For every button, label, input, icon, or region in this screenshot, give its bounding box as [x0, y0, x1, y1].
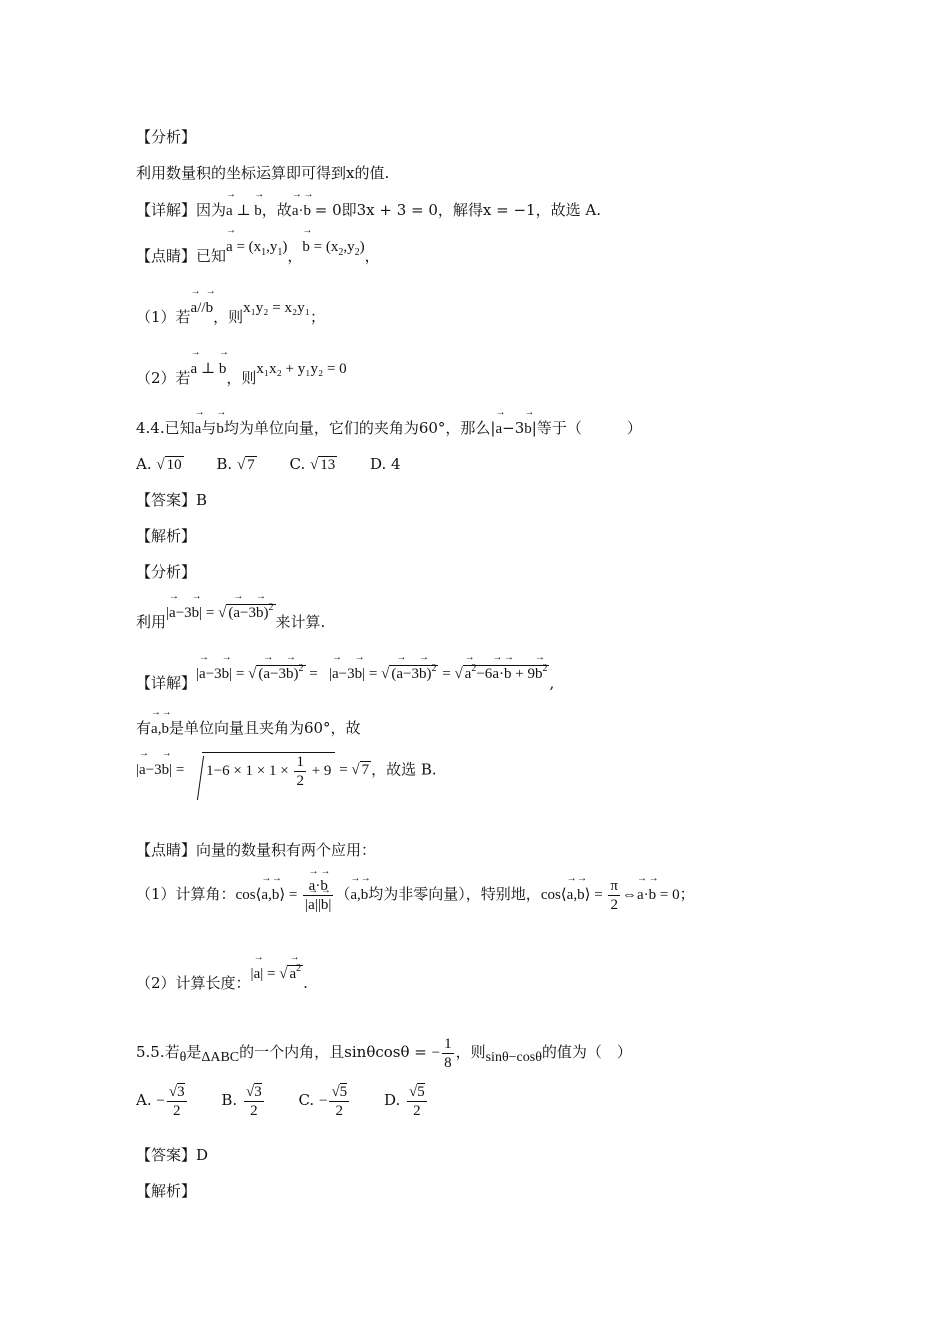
hint-case-2: （2）若→ a ⊥ → b，则x₁x₂ + y₁y₂ = 0 — [136, 367, 347, 390]
hint-4-case-2: （2）计算长度：|→ a| = √→ $a^2$. — [136, 968, 308, 995]
question-4-options: A. √ 10 B. √ 7 C. √ 13 D. 4 — [136, 455, 401, 473]
unit-vector-line: 有→ a,→ b是单位向量且夹角为60°，故 — [136, 717, 361, 740]
question-5-options: A. − $\frac{√3}{2}$ B. $\frac{√3}{2}$ C. − $\frac{√5}{2}$ D. $\frac{√5}{2}$ — [136, 1084, 425, 1119]
explanation-5-label: 【解析】 — [136, 1182, 197, 1200]
calc-line: |→ a−3→ b| = 1−6 × 1 × 1 × $\frac{1}{2}$ + 9 = √ 7 ，故选 B. — [136, 752, 437, 790]
explanation-4-label: 【解析】 — [136, 527, 197, 545]
hint-line: 【点睛】已知→ $a = (x_1,y_1)$，→ $b = (x_2,y_2)$， — [136, 245, 380, 274]
question-5: 5.5.若θ是ΔABC的一个内角，且sinθcosθ = − $\frac{1}{8}$ ，则sinθ−cosθ的值为（ ） — [136, 1036, 632, 1071]
analysis-4-label: 【分析】 — [136, 563, 197, 581]
hint-4-case-1: （1）计算角：cos⟨→ a,→ b⟩ = → $\frac{a\cdot\to b}{|\to a||\to b|}$ （→ a,→ b均为非零向量），特别地，cos⟨→ a,→ b⟩ = $\frac{\pi}{2}$ ⇔→ a·→ b = 0； — [136, 877, 695, 914]
section-analysis-label: 【分析】 — [136, 128, 197, 146]
question-4: 4.4.已知→ a与→ b均为单位向量，它们的夹角为60°，那么|→ a−3→ b|等于（ ） — [136, 417, 642, 440]
hint-4-title: 【点睛】向量的数量积有两个应用： — [136, 841, 377, 859]
analysis-text: 利用数量积的坐标运算即可得到x的值. — [136, 164, 390, 182]
detail-line: 【详解】因为→ a ⊥ → b，故→ a·→ b = 0即3x + 3 = 0，解得x = −1，故选 A. — [136, 199, 601, 222]
hint-case-1: （1）若→ a//→ b，则x₁y₂ = x₂y₁； — [136, 306, 325, 329]
answer-4: 【答案】B — [136, 491, 208, 509]
analysis-4-text: 利用|→ a−3→ b| = √ (→ a−3→ b)$^2$来计算. — [136, 607, 325, 634]
answer-5: 【答案】D — [136, 1146, 209, 1164]
detail-4-line: 【详解】|→ a−3→ b| = √ (→ a−3→ b)$^2$ = |→ a−3→ b| = √ (→ a−3→ b)$^2$ = √→ $a^2-6\to a\cdot\to b + 9\to b^2$, — [136, 668, 554, 695]
